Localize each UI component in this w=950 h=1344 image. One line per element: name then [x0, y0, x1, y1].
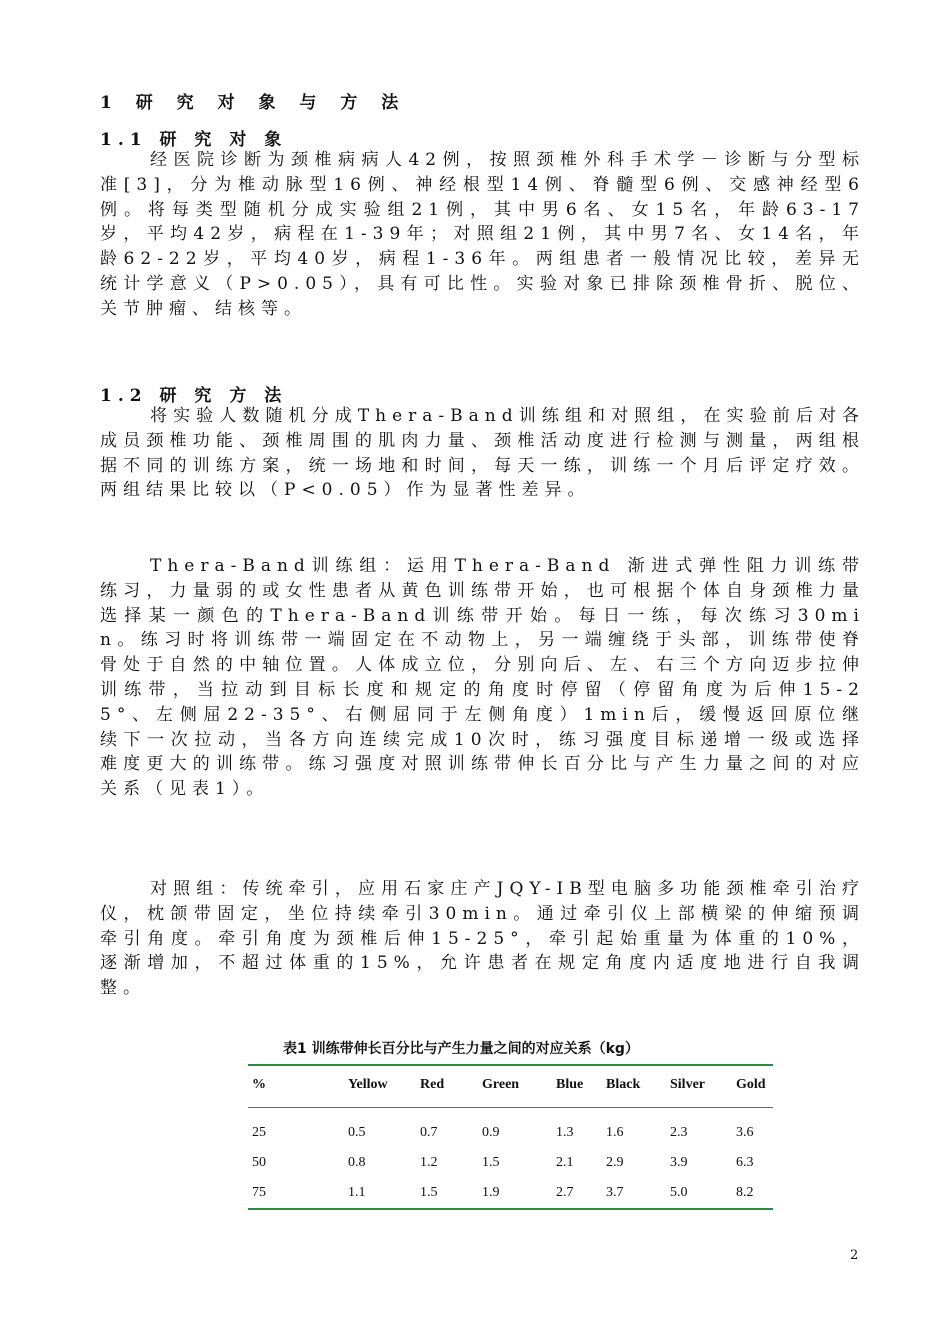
table-cell: 2.9	[606, 1155, 624, 1170]
table-cell: 2.1	[556, 1155, 574, 1170]
section-heading: 1 研 究 对 象 与 方 法	[100, 93, 408, 113]
subsection-heading-subjects: 1.1 研 究 对 象	[100, 130, 288, 150]
table-cell: 1.9	[482, 1185, 500, 1200]
table-caption: 表1 训练带伸长百分比与产生力量之间的对应关系（kg）	[283, 1041, 639, 1057]
table-row	[248, 1178, 773, 1209]
table-cell: 3.9	[670, 1155, 688, 1170]
table-cell: 75	[252, 1185, 266, 1200]
table-cell: 1.6	[606, 1125, 624, 1140]
page-number: 2	[850, 1248, 859, 1263]
header-green: Green	[482, 1077, 520, 1092]
table-cell: 2.7	[556, 1185, 574, 1200]
table-cell: 5.0	[670, 1185, 688, 1200]
table-cell: 1.1	[348, 1185, 366, 1200]
header-yellow: Yellow	[348, 1077, 388, 1092]
table-cell: 1.3	[556, 1125, 574, 1140]
table-cell: 1.5	[420, 1185, 438, 1200]
table-cell: 3.7	[606, 1185, 624, 1200]
header-percent: %	[252, 1077, 266, 1092]
paragraph-control-group: 对照组：传统牵引，应用石家庄产JQY-IB型电脑多功能颈椎牵引治疗仪，枕颌带固定，坐位持续牵引30min。通过牵引仪上部横梁的伸缩预调牵引角度。牵引角度为颈椎后伸15-25°，牵引起始重量为体重的10%，逐渐增加，不超过体重的15%，允许患者在规定角度内适度地进行自我调整。	[100, 879, 865, 999]
header-gold: Gold	[736, 1077, 766, 1092]
table-cell: 0.5	[348, 1125, 366, 1140]
table-cell: 1.5	[482, 1155, 500, 1170]
table-row	[248, 1148, 773, 1178]
table-cell: 0.7	[420, 1125, 438, 1140]
header-black: Black	[606, 1077, 641, 1092]
force-table	[248, 1064, 773, 1210]
table-header-row	[248, 1065, 773, 1108]
table-cell: 3.6	[736, 1125, 754, 1140]
table-cell: 50	[252, 1155, 266, 1170]
table-cell: 8.2	[736, 1185, 754, 1200]
paragraph-theraband-group: Thera-Band训练组：运用Thera-Band 渐进式弹性阻力训练带练习，力量弱的或女性患者从黄色训练带开始，也可根据个体自身颈椎力量选择某一颜色的Thera-Band训练带开始。每日一练，每次练习30min。练习时将训练带一端固定在不动物上，另一端缠绕于头部，训练带使脊骨处于自然的中轴位置。人体成立位，分别向后、左、右三个方向迈步拉伸训练带，当拉动到目标长度和规定的角度时停留（停留角度为后伸15-25°、左侧屈22-35°、右侧屈同于左侧角度）1min后，缓慢返回原位继续下一次拉动，当各方向连续完成10次时，练习强度目标递增一级或选择难度更大的训练带。练习强度对照训练带伸长百分比与产生力量之间的对应关系（见表1）。	[100, 556, 865, 800]
table-cell: 0.8	[348, 1155, 366, 1170]
table-cell: 1.2	[420, 1155, 438, 1170]
table-cell: 6.3	[736, 1155, 754, 1170]
table-row	[248, 1108, 773, 1149]
header-red: Red	[420, 1077, 445, 1092]
paragraph-subjects: 经医院诊断为颈椎病病人42例，按照颈椎外科手术学－诊断与分型标准[3]，分为椎动脉型16例、神经根型14例、脊髓型6例、交感神经型6例。将每类型随机分成实验组21例，其中男6名、女15名，年龄63-17岁，平均42岁，病程在1-39年；对照组21例，其中男7名、女14名，年龄62-22岁，平均40岁，病程1-36年。两组患者一般情况比较，差异无统计学意义（P>0.05），具有可比性。实验对象已排除颈椎骨折、脱位、关节肿瘤、结核等。	[100, 150, 865, 319]
header-silver: Silver	[670, 1077, 705, 1092]
header-blue: Blue	[556, 1077, 584, 1092]
subsection-heading-methods: 1.2 研 究 方 法	[100, 386, 288, 406]
table-cell: 0.9	[482, 1125, 500, 1140]
table-cell: 2.3	[670, 1125, 688, 1140]
table-cell: 25	[252, 1125, 266, 1140]
paragraph-methods-overview: 将实验人数随机分成Thera-Band训练组和对照组，在实验前后对各成员颈椎功能、颈椎周围的肌肉力量、颈椎活动度进行检测与测量，两组根据不同的训练方案，统一场地和时间，每天一练，训练一个月后评定疗效。两组结果比较以（P<0.05）作为显著性差异。	[100, 406, 865, 501]
